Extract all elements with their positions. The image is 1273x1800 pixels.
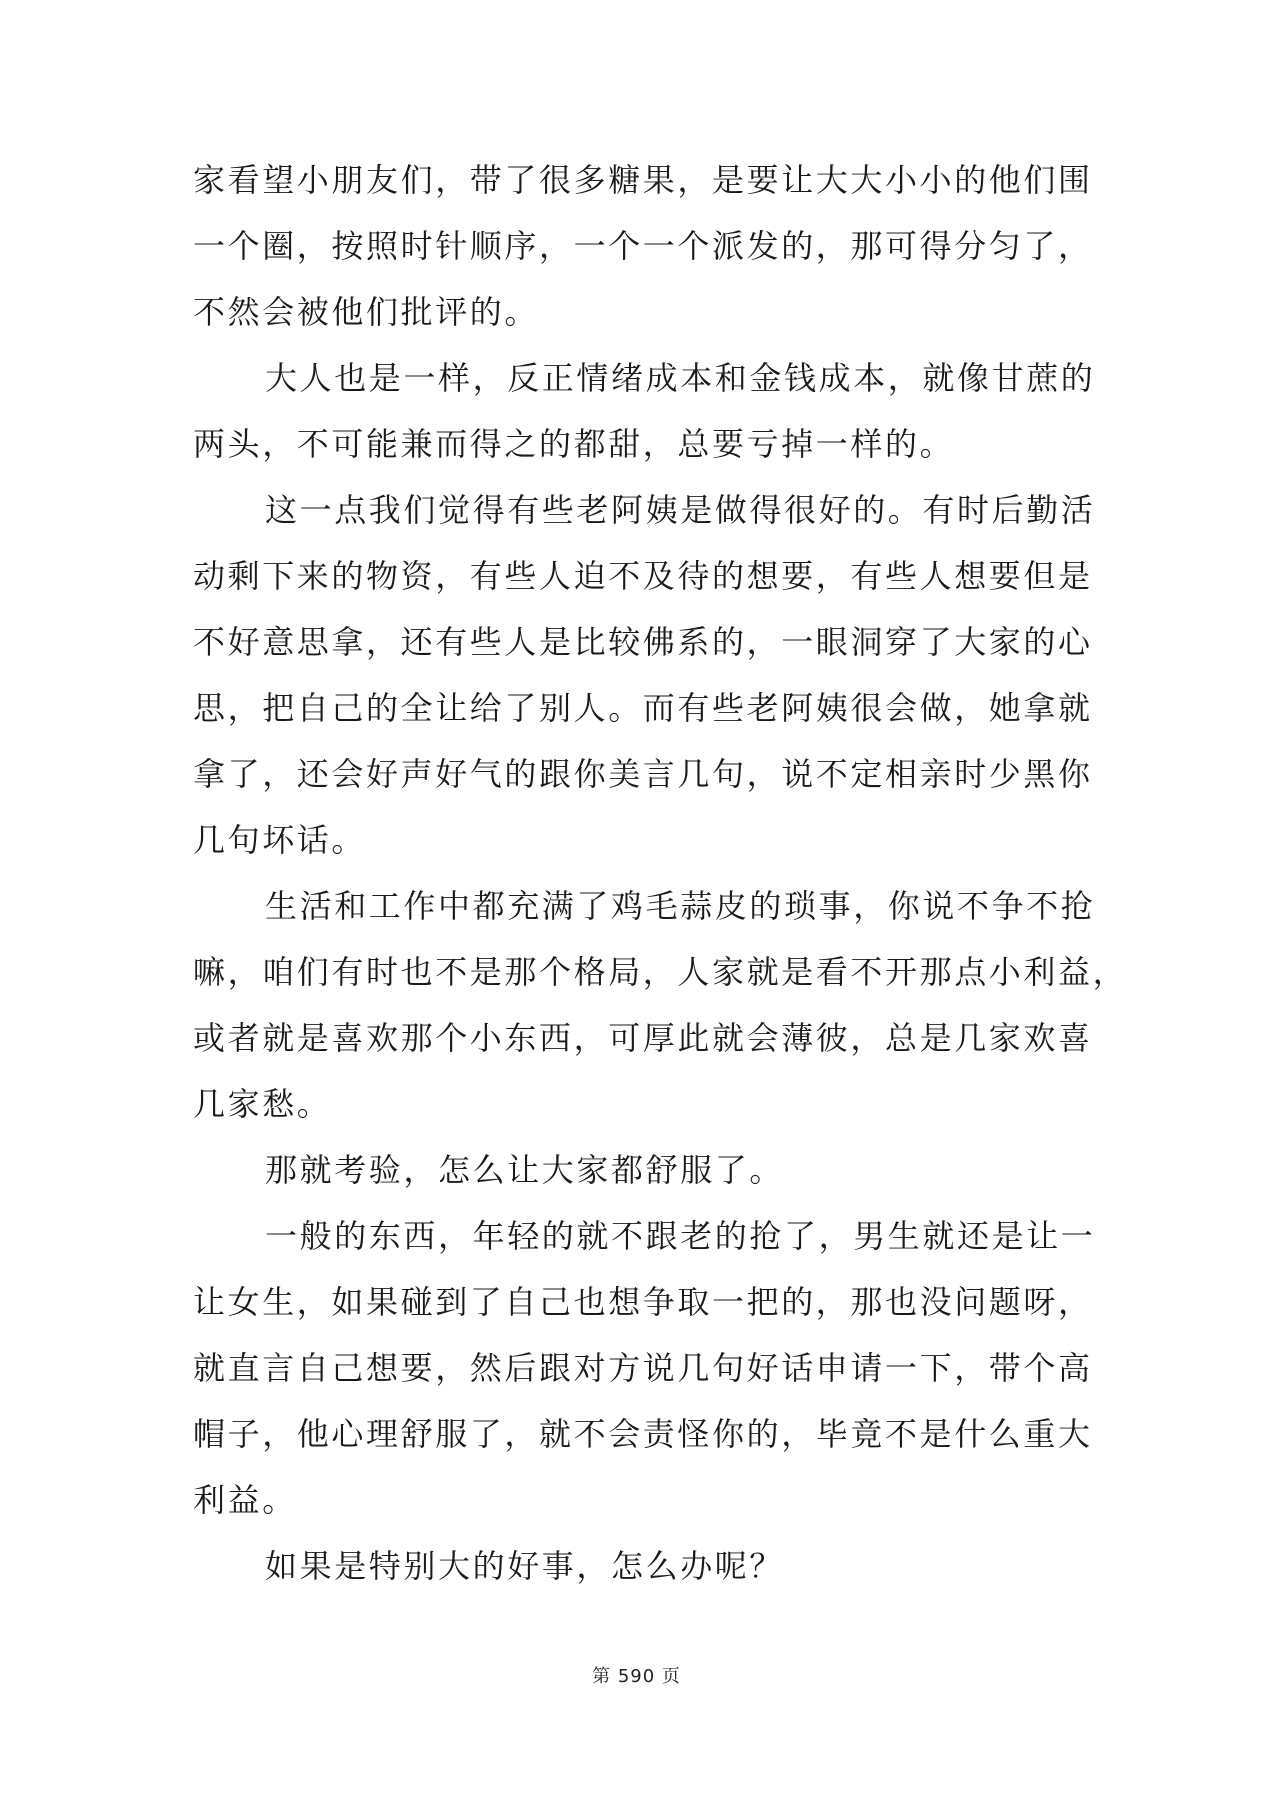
paragraph-first-line: 生活和工作中都充满了鸡毛蒜皮的琐事，你说不争不抢 bbox=[265, 887, 1096, 925]
text-line: 或者就是喜欢那个小东西，可厚此就会薄彼，总是几家欢喜 bbox=[193, 1019, 1093, 1057]
paragraph-first-line: 大人也是一样，反正情绪成本和金钱成本，就像甘蔗的 bbox=[265, 359, 1096, 397]
page-number: 第 590 页 bbox=[592, 1666, 681, 1687]
text-line: 几句坏话。 bbox=[193, 821, 367, 859]
text-line: 不好意思拿，还有些人是比较佛系的，一眼洞穿了大家的心 bbox=[193, 623, 1093, 661]
paragraph-first-line: 一般的东西，年轻的就不跟老的抢了，男生就还是让一 bbox=[265, 1217, 1096, 1255]
paragraph-first-line: 如果是特别大的好事，怎么办呢？ bbox=[265, 1547, 785, 1585]
text-line: 动剩下来的物资，有些人迫不及待的想要，有些人想要但是 bbox=[193, 557, 1093, 595]
text-line: 几家愁。 bbox=[193, 1085, 332, 1123]
paragraph-first-line: 那就考验，怎么让大家都舒服了。 bbox=[265, 1151, 785, 1189]
paragraph-first-line: 这一点我们觉得有些老阿姨是做得很好的。有时后勤活 bbox=[265, 491, 1096, 529]
text-line: 不然会被他们批评的。 bbox=[193, 293, 540, 331]
text-line: 思，把自己的全让给了别人。而有些老阿姨很会做，她拿就 bbox=[193, 689, 1093, 727]
text-line: 家看望小朋友们，带了很多糖果，是要让大大小小的他们围 bbox=[193, 161, 1093, 199]
text-line: 让女生，如果碰到了自己也想争取一把的，那也没问题呀， bbox=[193, 1283, 1093, 1321]
text-line: 帽子，他心理舒服了，就不会责怪你的，毕竟不是什么重大 bbox=[193, 1415, 1093, 1453]
text-line: 嘛，咱们有时也不是那个格局，人家就是看不开那点小利益， bbox=[193, 953, 1128, 991]
text-line: 就直言自己想要，然后跟对方说几句好话申请一下，带个高 bbox=[193, 1349, 1093, 1387]
text-line: 两头，不可能兼而得之的都甜，总要亏掉一样的。 bbox=[193, 425, 955, 463]
text-line: 一个圈，按照时针顺序，一个一个派发的，那可得分匀了， bbox=[193, 227, 1093, 265]
text-line: 利益。 bbox=[193, 1481, 297, 1519]
text-line: 拿了，还会好声好气的跟你美言几句，说不定相亲时少黑你 bbox=[193, 755, 1093, 793]
